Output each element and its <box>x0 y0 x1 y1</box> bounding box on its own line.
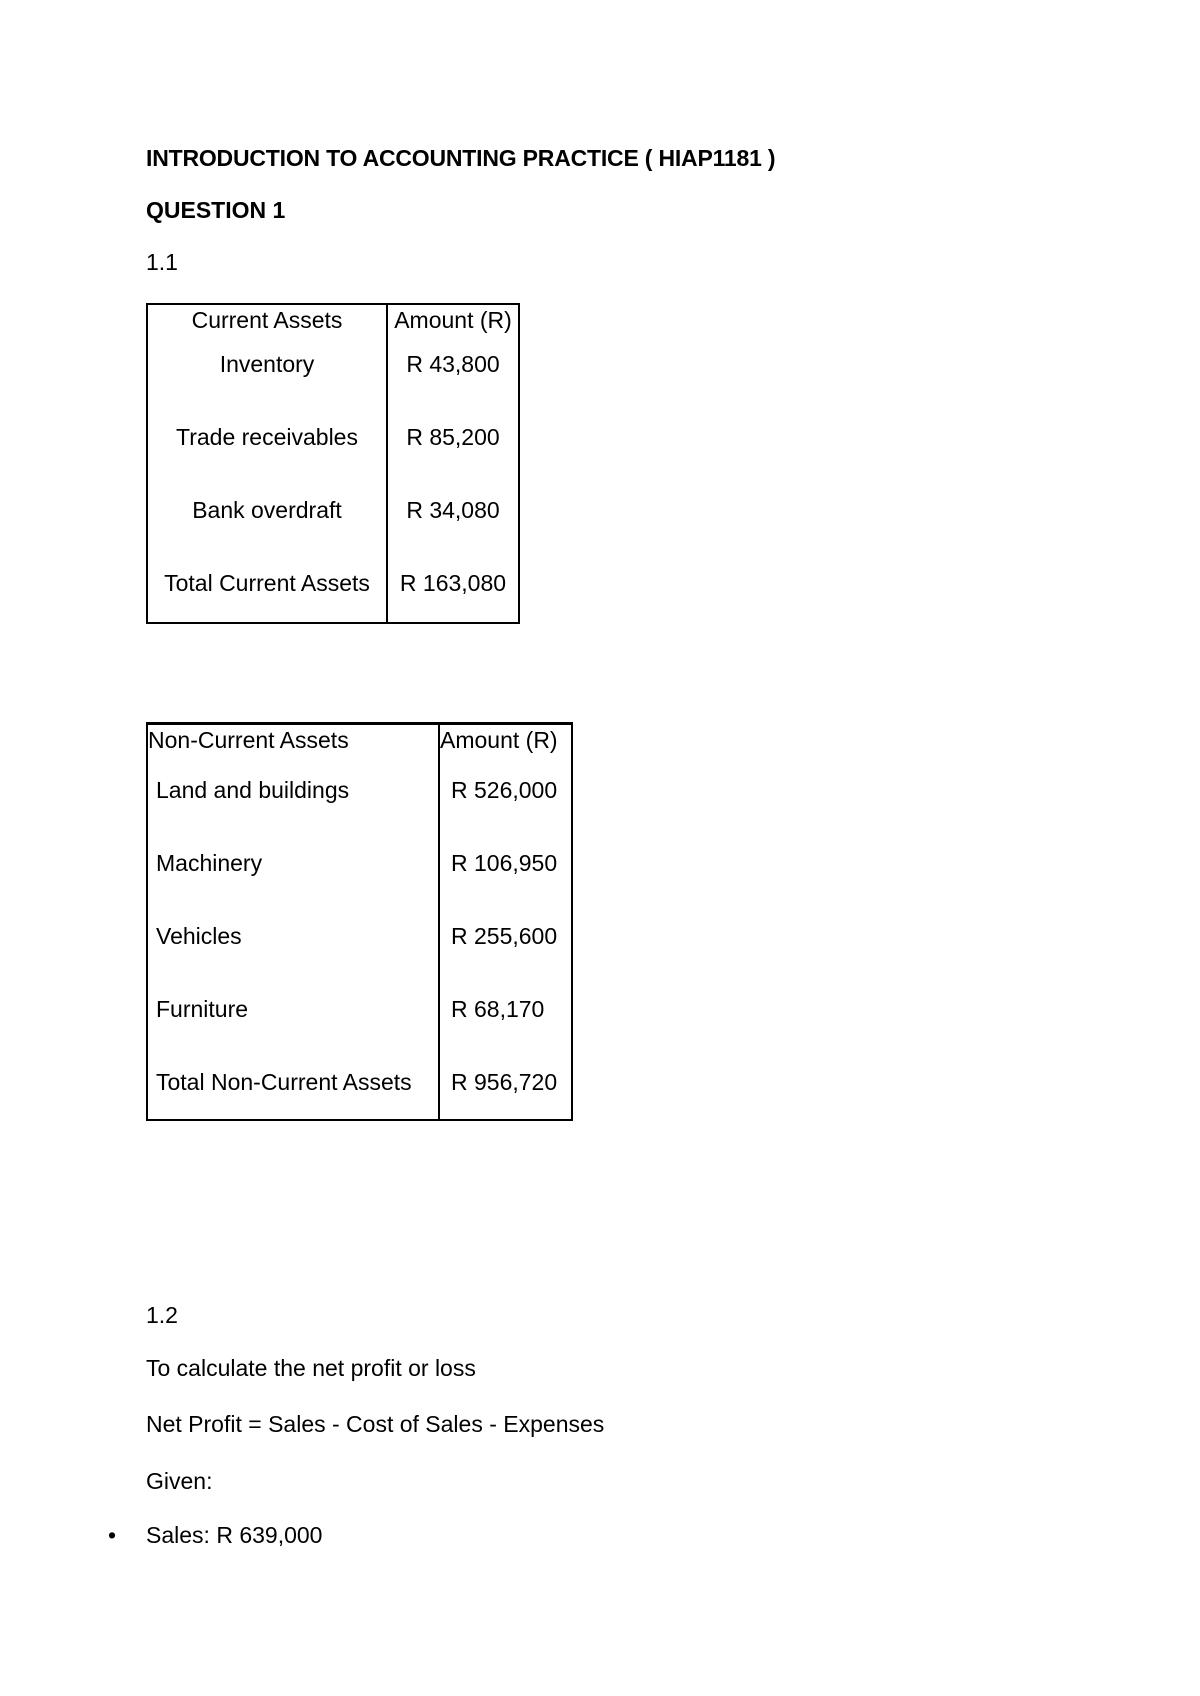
non-current-assets-table <box>146 722 573 1121</box>
list-item-text: Sales: R 639,000 <box>146 1522 323 1548</box>
row-amount: R 34,080 <box>406 497 500 523</box>
table-row <box>147 777 572 850</box>
row-label: Total Non-Current Assets <box>147 1069 439 1120</box>
row-amount: R 255,600 <box>451 923 558 949</box>
section-number-1-2: 1.2 <box>146 1302 178 1328</box>
question-heading: QUESTION 1 <box>146 197 286 223</box>
net-profit-intro: To calculate the net profit or loss <box>146 1355 476 1381</box>
row-label: Bank overdraft <box>147 497 387 570</box>
list-item <box>108 1522 322 1549</box>
row-amount: R 68,170 <box>451 996 545 1022</box>
table-row <box>147 351 519 424</box>
column-header-non-current-assets: Non-Current Assets <box>147 724 439 778</box>
current-assets-table <box>146 303 520 624</box>
table-header-row <box>147 304 519 351</box>
table-row <box>147 497 519 570</box>
row-amount: R 163,080 <box>399 570 507 596</box>
table-total-row <box>147 570 519 623</box>
section-number-1-1: 1.1 <box>146 249 178 275</box>
row-amount: R 956,720 <box>451 1069 558 1095</box>
row-amount: R 85,200 <box>406 424 500 450</box>
row-amount: R 43,800 <box>406 351 500 377</box>
row-label: Machinery <box>147 850 439 923</box>
row-label: Trade receivables <box>147 424 387 497</box>
bullet-icon: • <box>108 1522 117 1548</box>
row-amount: R 106,950 <box>451 850 558 876</box>
row-label: Total Current Assets <box>147 570 387 623</box>
table-row <box>147 424 519 497</box>
given-label: Given: <box>146 1468 213 1494</box>
document-title: INTRODUCTION TO ACCOUNTING PRACTICE ( HIAP1181 ) <box>146 145 776 171</box>
row-label: Inventory <box>147 351 387 424</box>
column-header-amount: Amount (R) <box>394 307 512 333</box>
given-list <box>108 1522 322 1549</box>
column-header-amount: Amount (R) <box>440 727 558 753</box>
row-label: Land and buildings <box>147 777 439 850</box>
row-amount: R 526,000 <box>451 777 558 803</box>
column-header-current-assets: Current Assets <box>147 304 387 351</box>
table-row <box>147 996 572 1069</box>
net-profit-formula: Net Profit = Sales - Cost of Sales - Expenses <box>146 1411 605 1437</box>
row-label: Furniture <box>147 996 439 1069</box>
table-row <box>147 923 572 996</box>
table-header-row <box>147 724 572 778</box>
row-label: Vehicles <box>147 923 439 996</box>
table-total-row <box>147 1069 572 1120</box>
table-row <box>147 850 572 923</box>
